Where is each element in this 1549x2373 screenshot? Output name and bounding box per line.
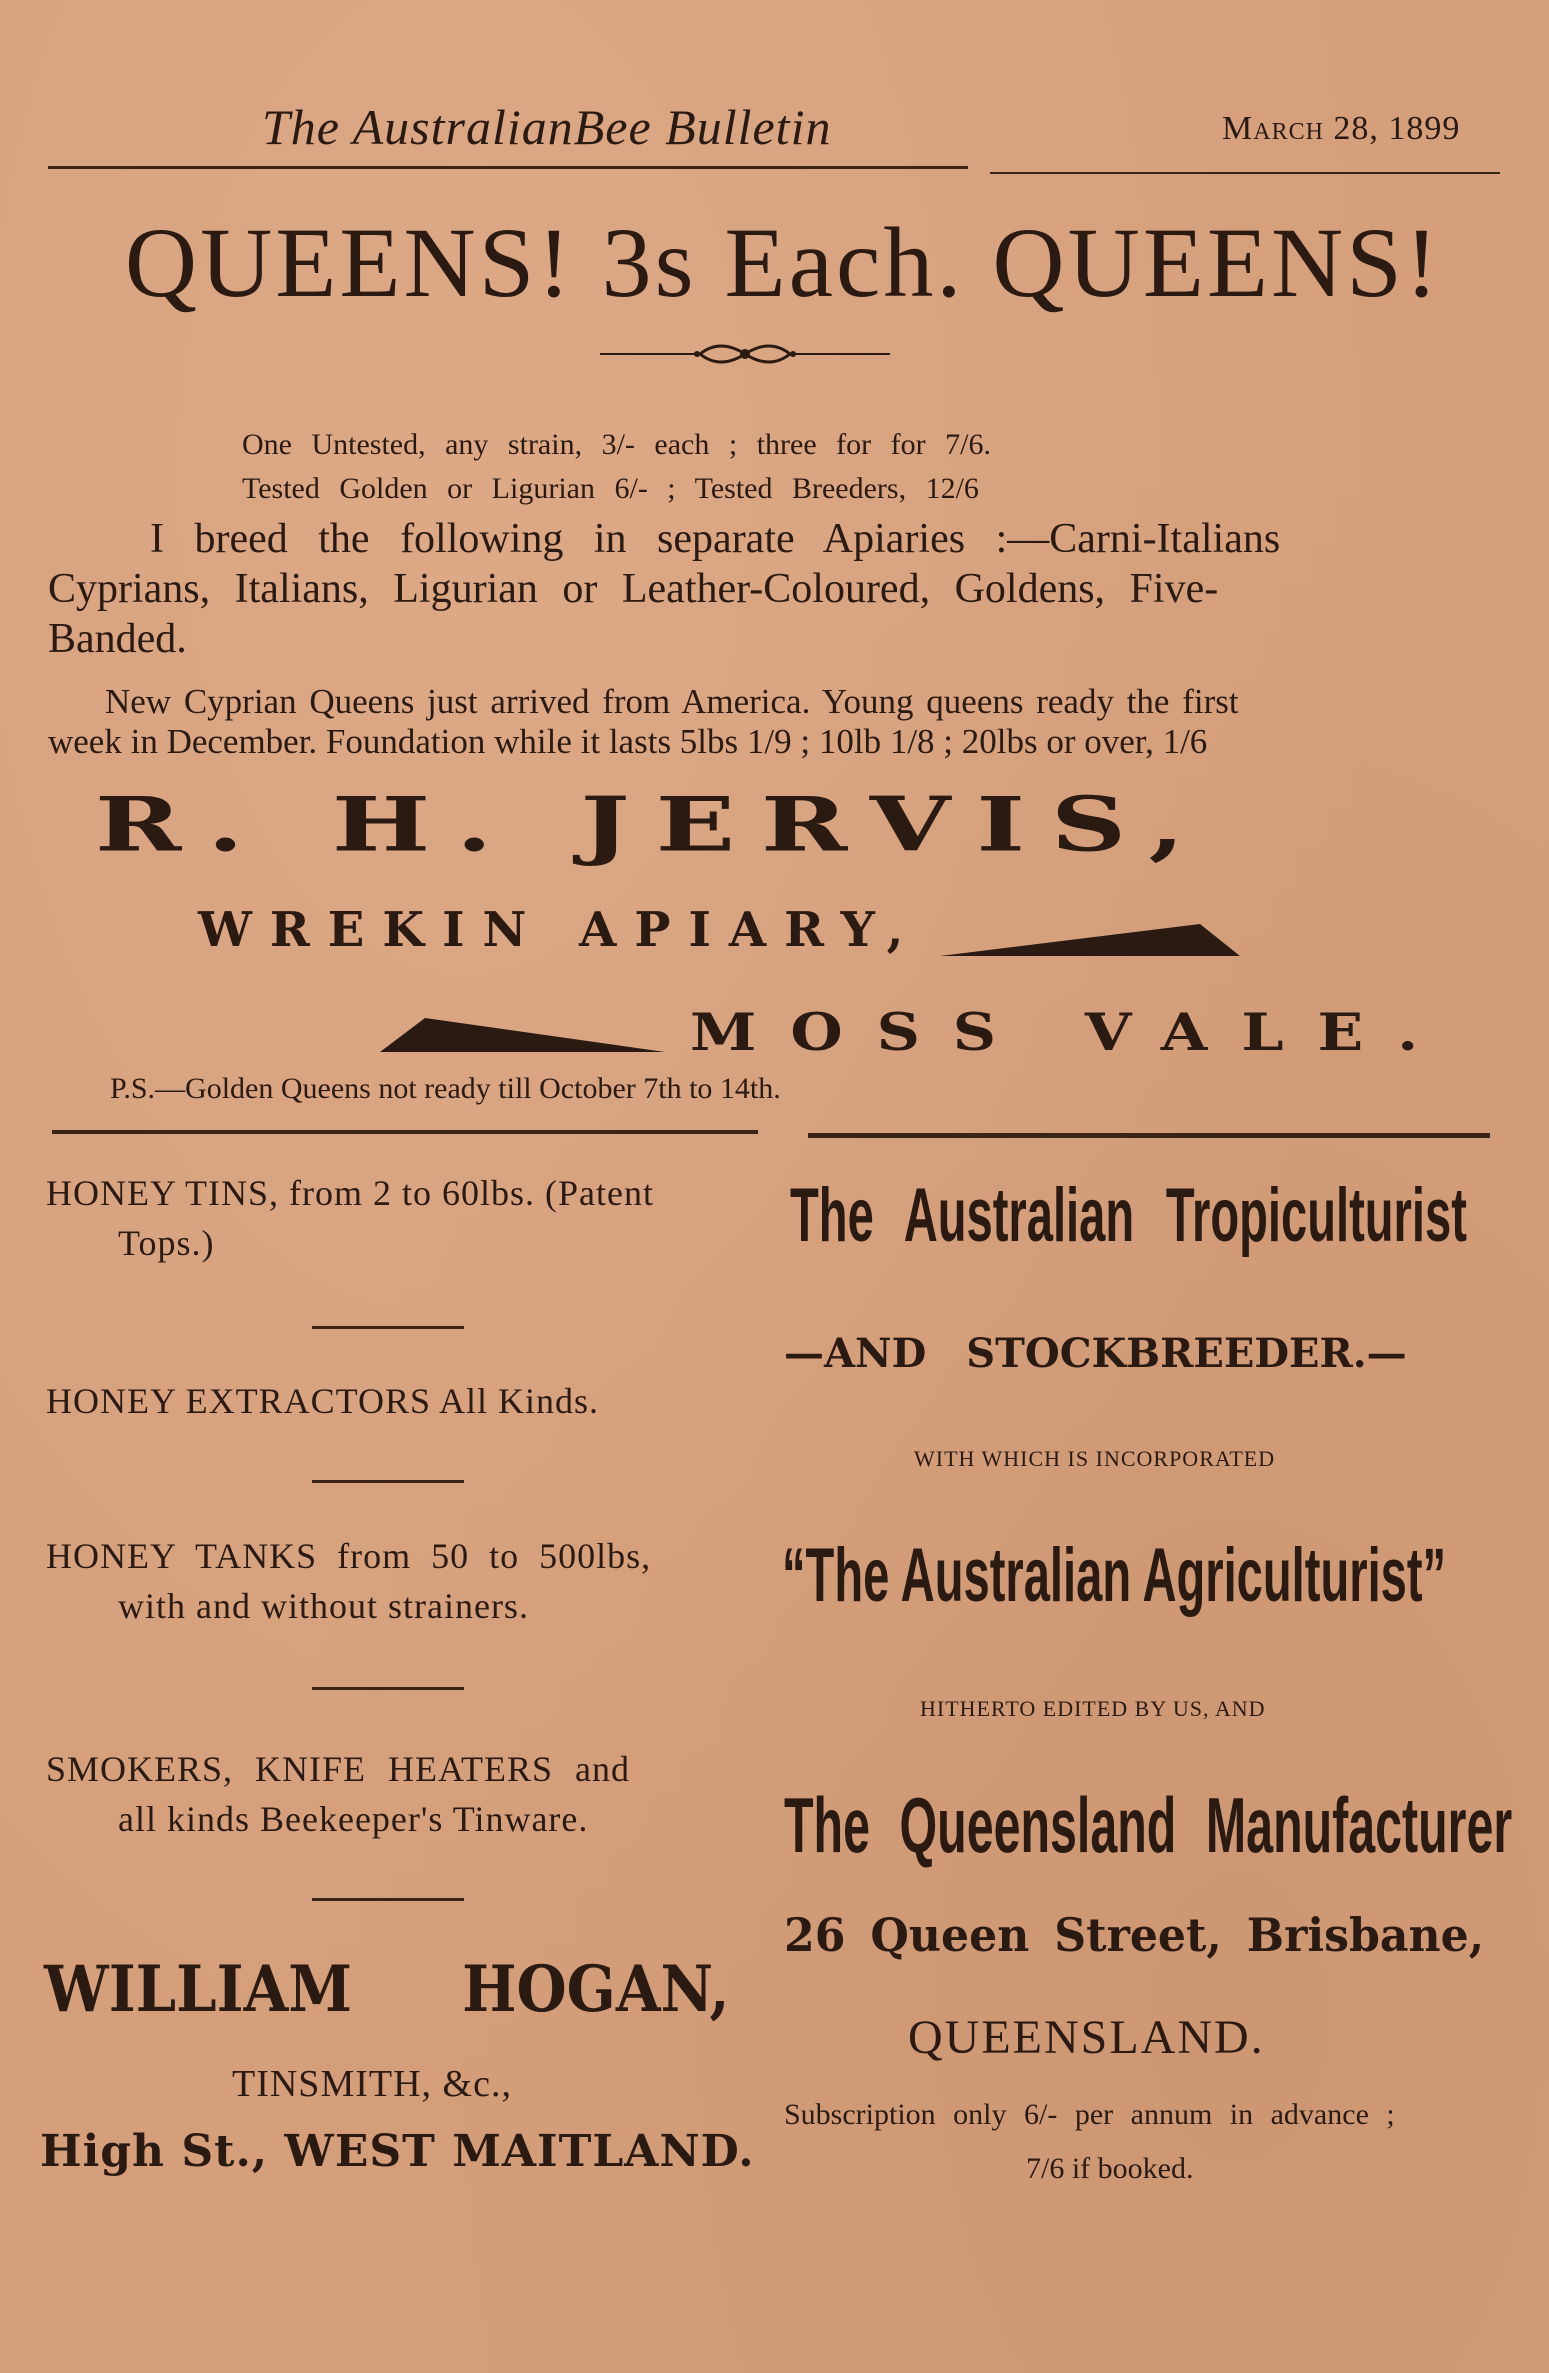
divider-4 bbox=[312, 1898, 464, 1901]
honey-tanks-line-1: HONEY TANKS from 50 to 500lbs, bbox=[46, 1536, 652, 1576]
apiary-name: WREKIN APIARY, bbox=[198, 902, 922, 958]
publication-title: The AustralianBee Bulletin bbox=[262, 99, 832, 155]
new-cyprian-line-1: New Cyprian Queens just arrived from America. Young queens ready the first bbox=[105, 682, 1239, 721]
subscription-line-2: 7/6 if booked. bbox=[1026, 2152, 1194, 2185]
incorporated-note: WITH WHICH IS INCORPORATED bbox=[914, 1446, 1276, 1471]
advertiser-name: R. H. JERVIS, bbox=[95, 780, 1211, 869]
breeds-line-1: I breed the following in separate Apiaries :—Carni-Italians bbox=[150, 516, 1281, 562]
hogan-trade: TINSMITH, &c., bbox=[232, 2063, 512, 2105]
smokers-line-2: all kinds Beekeeper's Tinware. bbox=[118, 1799, 589, 1839]
issue-date: March 28, 1899 bbox=[1222, 110, 1461, 147]
queens-headline: QUEENS! 3s Each. QUEENS! bbox=[124, 207, 1442, 318]
header-rule-left bbox=[48, 166, 968, 169]
honey-extractors: HONEY EXTRACTORS All Kinds. bbox=[46, 1381, 600, 1421]
state-name: QUEENSLAND. bbox=[908, 2011, 1265, 2064]
breeds-line-3: Banded. bbox=[48, 616, 187, 662]
stockbreeder-subtitle: —AND STOCKBREEDER.— bbox=[784, 1330, 1407, 1377]
hogan-name: WILLIAM HOGAN, bbox=[44, 1952, 730, 2027]
divider-1 bbox=[312, 1326, 464, 1329]
postscript: P.S.—Golden Queens not ready till October 7th to 14th. bbox=[110, 1072, 781, 1105]
town-name: MOSS VALE. bbox=[690, 1003, 1453, 1063]
honey-tanks-line-2: with and without strainers. bbox=[118, 1586, 529, 1626]
new-cyprian-line-2: week in December. Foundation while it lasts 5lbs 1/9 ; 10lb 1/8 ; 20lbs or over, 1/6 bbox=[48, 722, 1208, 761]
edited-note: HITHERTO EDITED BY US, AND bbox=[920, 1696, 1266, 1721]
wedge-left bbox=[380, 1012, 665, 1058]
left-column-rule bbox=[52, 1130, 758, 1134]
tropiculturist-title: The Australian Tropiculturist bbox=[790, 1173, 1467, 1258]
price-line-untested: One Untested, any strain, 3/- each ; three for for 7/6. bbox=[242, 428, 991, 461]
street-address: 26 Queen Street, Brisbane, bbox=[784, 1908, 1485, 1962]
smokers-line-1: SMOKERS, KNIFE HEATERS and bbox=[46, 1749, 631, 1789]
right-column-rule bbox=[808, 1133, 1490, 1138]
divider-2 bbox=[312, 1480, 464, 1483]
honey-tins-line-2: Tops.) bbox=[118, 1223, 215, 1263]
breeds-line-2: Cyprians, Italians, Ligurian or Leather-Coloured, Goldens, Five- bbox=[48, 566, 1219, 612]
hogan-address: High St., WEST MAITLAND. bbox=[40, 2126, 755, 2177]
divider-3 bbox=[312, 1687, 464, 1690]
agriculturist-title: “The Australian Agriculturist” bbox=[782, 1533, 1447, 1618]
header-rule-right bbox=[990, 172, 1500, 174]
price-line-tested: Tested Golden or Ligurian 6/- ; Tested Breeders, 12/6 bbox=[242, 472, 979, 505]
subscription-line-1: Subscription only 6/- per annum in advance ; bbox=[784, 2098, 1395, 2131]
wedge-right bbox=[940, 918, 1240, 962]
honey-tins-line-1: HONEY TINS, from 2 to 60lbs. (Patent bbox=[46, 1173, 654, 1213]
ornament-divider bbox=[600, 334, 890, 374]
manufacturer-title: The Queensland Manufacturer bbox=[784, 1781, 1513, 1869]
